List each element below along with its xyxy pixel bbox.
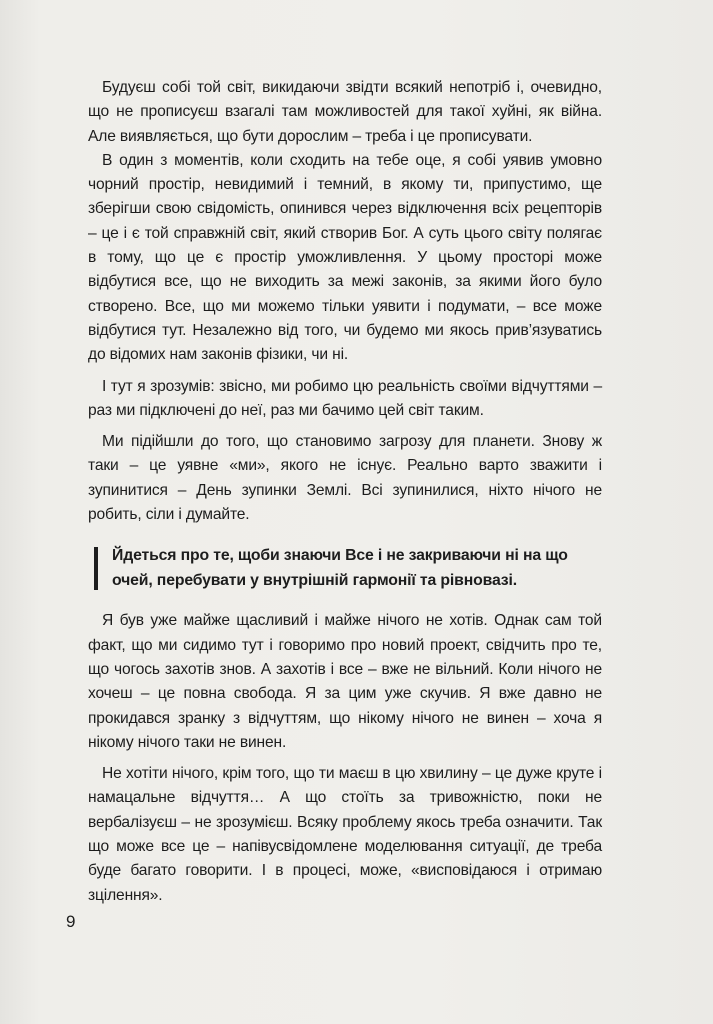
paragraph: І тут я зрозумів: звісно, ми робимо цю реальність своїми відчуттями – раз ми підключені до неї, раз ми бачимо цей світ таким. [88, 377, 602, 419]
page-number: 9 [66, 912, 76, 931]
paragraph: В один з моментів, коли сходить на тебе оце, я собі уявив умовно чорний простір, невидимий і темний, в якому ти, припустимо, ще зберігши свою свідомість, опинився через відключення всіх рецепторів – це і є той справжній світ, який створив Бог. А суть цього світу полягає в тому, що це є простір уможливлення. У цьому просторі може відбутися все, що не виходить за межі законів, за якими його було створено. Все, що ми можемо тільки уявити і подумати, – все може відбутися тут. Незалежно від того, чи будемо ми якось прив’язуватись до відомих нам законів фізики, чи ні. [88, 151, 602, 364]
paragraph: Ми підійшли до того, що становимо загрозу для планети. Знову ж таки – це уявне «ми», якого не існує. Реально варто зважити і зупинитися – День зупинки Землі. Всі зупинилися, ніхто нічого не робить, сіли і думайте. [88, 433, 602, 524]
paragraph: Будуєш собі той світ, викидаючи звідти всякий непотріб і, очевидно, що не прописуєш взагалі там можливостей для такої хуйні, як війна. Але виявляється, що бути дорослим – треба і це прописувати. [88, 79, 602, 145]
paragraph: Не хотіти нічого, крім того, що ти маєш в цю хвилину – це дуже круте і намацальне відчуття… А що стоїть за тривожністю, поки не вербалізуєш – не зрозумієш. Всяку проблему якось треба означити. Так що може все це – напівусвідомлене моделювання ситуації, де треба буде багато говорити. І в процесі, може, «висповідаюся і отримаю зцілення». [88, 765, 602, 904]
quote-text: Йдеться про те, щоби знаючи Все і не закриваючи ні на що очей, перебувати у внутрішній гармонії та рівновазі. [112, 547, 568, 589]
quote-bar [94, 547, 98, 590]
paragraph: Я був уже майже щасливий і майже нічого не хотів. Однак сам той факт, що ми сидимо тут і говоримо про новий проект, свідчить про те, що чогось захотів знов. А захотів і все – вже не вільний. Коли нічого не хочеш – це повна свобода. Я за цим уже скучив. Я вже давно не прокидався зранку з відчуттям, що нікому нічого не винен – хоча я нікому нічого таки не винен. [88, 612, 602, 751]
body-text [88, 76, 602, 908]
pull-quote [88, 544, 602, 593]
